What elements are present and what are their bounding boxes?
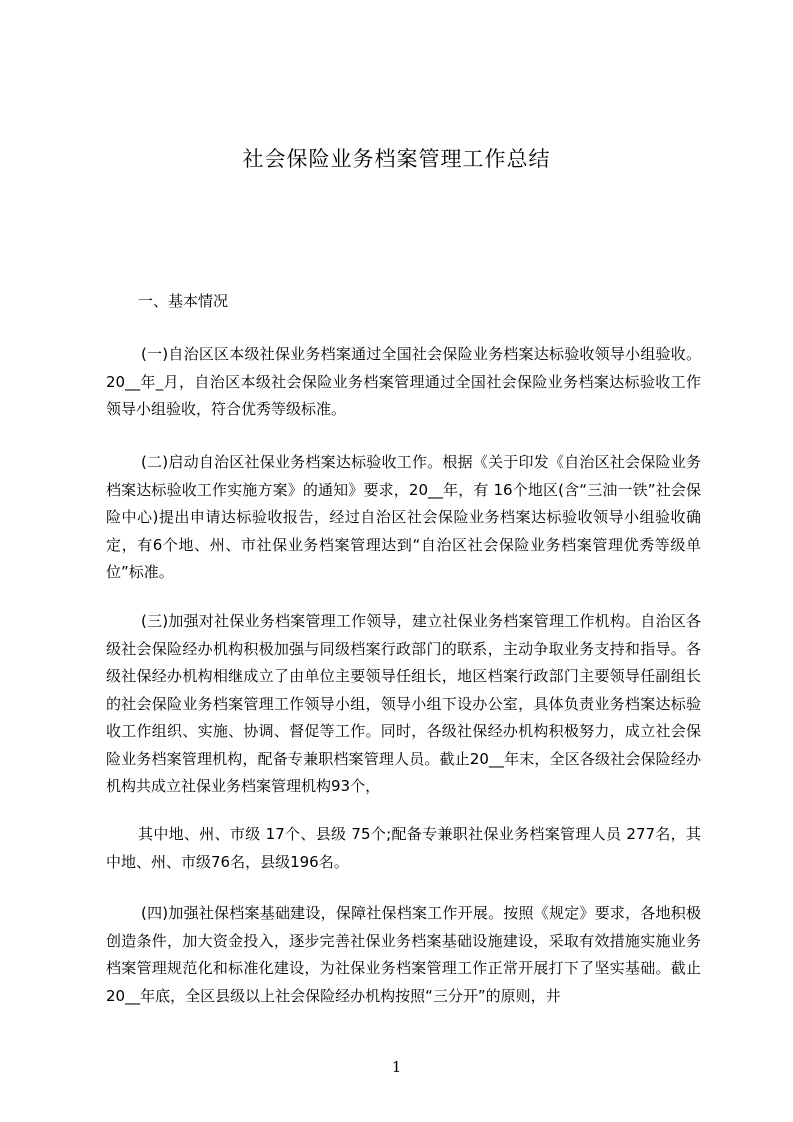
page-number: 1 [391,1058,402,1076]
paragraph-3: (三)加强对社保业务档案管理工作领导，建立社保业务档案管理工作机构。自治区各级社会保险经办机构积极加强与同级档案行政部门的联系，主动争取业务支持和指导。各级社保经办机构相继成立了由单位主要领导任组长，地区档案行政部门主要领导任副组长的社会保险业务档案管理工作领导小组，领导小组下设办公室，具体负责业务档案达标验收工作组织、实施、协调、督促等工作。同时，各级社保经办机构积极努力，成立社会保险业务档案管理机构，配备专兼职档案管理人员。截止20__年末，全区各级社会保险经办机构共成立社保业务档案管理机构93个， [106,612,701,795]
section-heading: 一、基本情况 [138,292,229,310]
paragraph-4: 其中地、州、市级 17个、县级 75个;配备专兼职社保业务档案管理人员 277名，其中地、州、市级76名，县级196名。 [106,825,701,871]
paragraph-5: (四)加强社保档案基础建设，保障社保档案工作开展。按照《规定》要求，各地积极创造条件，加大资金投入，逐步完善社保业务档案基础设施建设，采取有效措施实施业务档案管理规范化和标准化建设，为社保业务档案管理工作正常开展打下了坚实基础。截止20__年底，全区县级以上社会保险经办机构按照“三分开”的原则，井 [106,904,701,1005]
paragraph-2: (二)启动自治区社保业务档案达标验收工作。根据《关于印发《自治区社会保险业务档案达标验收工作实施方案》的通知》要求，20__年，有 16个地区(含“三油一铁”社会保险中心)提出申请达标验收报告，经过自治区社会保险业务档案达标验收领导小组验收确定，有6个地、州、市社保业务档案管理达到“自治区社会保险业务档案管理优秀等级单位”标准。 [106,453,701,581]
paragraph-1: (一)自治区区本级社保业务档案通过全国社会保险业务档案达标验收领导小组验收。20__年_月，自治区本级社会保险业务档案管理通过全国社会保险业务档案达标验收工作领导小组验收，符合优秀等级标准。 [106,345,701,418]
document-title: 社会保险业务档案管理工作总结 [242,147,551,171]
